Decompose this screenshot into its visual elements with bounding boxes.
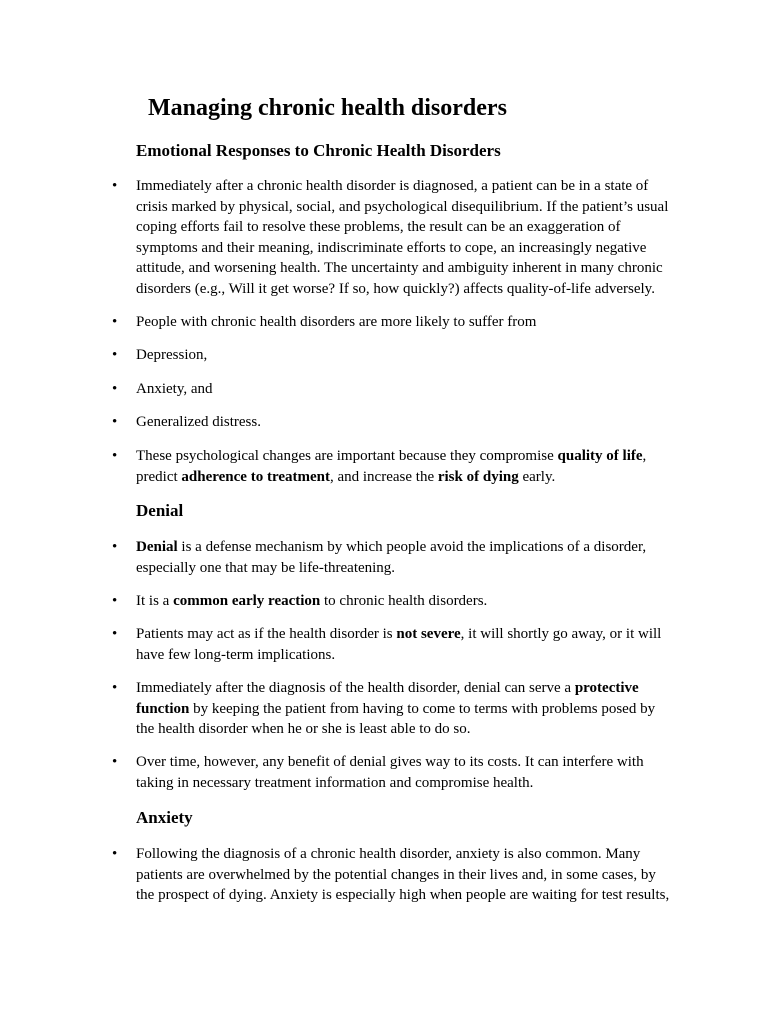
bullet-item bbox=[136, 844, 676, 906]
bullet-item bbox=[136, 446, 676, 487]
bullet-item bbox=[136, 678, 676, 740]
bold-term: adherence to treatment bbox=[181, 468, 330, 485]
text-run: , and increase the bbox=[329, 468, 438, 485]
text-run: is a defense mechanism by which people avoid the implications of a disorder, especially one that may be life-threatening. bbox=[136, 539, 647, 576]
bullet-item bbox=[136, 752, 676, 793]
text-run: Depression, bbox=[136, 347, 208, 363]
bold-term: risk of dying bbox=[437, 468, 519, 485]
bold-term: not severe bbox=[396, 626, 461, 642]
text-run: early. bbox=[518, 468, 556, 485]
bullet-item bbox=[136, 312, 676, 333]
bold-term: Denial bbox=[136, 539, 178, 555]
bullet-item bbox=[136, 176, 676, 299]
text-run: Immediately after a chronic health disorder is diagnosed, a patient can be in a state of crisis marked by physical, social, and psychological disequilibrium. If the patient’s usual coping efforts fail to resolve these problems, the result can be an exaggeration of symptoms and their meaning, indiscriminate efforts to cope, an increasingly negative attitude, and worsening health. The uncertainty and ambiguity inherent in many chronic disorders (e.g., Will it get worse? If so, how quickly?) affects quality-of-life adversely. bbox=[136, 178, 669, 297]
text-run: by keeping the patient from having to come to terms with problems posed by the health disorder when he or she is least able to do so. bbox=[136, 700, 656, 737]
text-run: Anxiety, and bbox=[136, 381, 213, 397]
text-run: Following the diagnosis of a chronic health disorder, anxiety is also common. Many patients are overwhelmed by the potential changes in their lives and, in some cases, by the prospect of dying. Anxiety is especially high when people are waiting for test results, bbox=[136, 846, 670, 903]
text-run: , it will shortly go away, or it will have few long-term implications. bbox=[136, 626, 662, 663]
section-heading-emotional-responses: Emotional Responses to Chronic Health Disorders bbox=[136, 141, 501, 160]
section-heading-denial: Denial bbox=[136, 501, 184, 520]
bold-term: protective function bbox=[136, 680, 639, 717]
text-run: Immediately after the diagnosis of the health disorder, denial can serve a bbox=[136, 680, 575, 696]
bullet-item bbox=[136, 345, 676, 366]
bullet-item bbox=[136, 624, 676, 665]
text-run: Generalized distress. bbox=[136, 414, 261, 430]
bullet-item bbox=[136, 379, 676, 400]
text-run: It is a bbox=[136, 593, 174, 609]
bullet-item bbox=[136, 537, 676, 578]
bullet-item bbox=[136, 412, 676, 433]
text-run: to chronic health disorders. bbox=[320, 593, 488, 609]
section-heading-anxiety: Anxiety bbox=[136, 808, 193, 827]
page-title: Managing chronic health disorders bbox=[148, 95, 507, 121]
bold-term: quality of life bbox=[557, 448, 643, 464]
bold-term: common early reaction bbox=[173, 593, 321, 609]
text-run: , predict bbox=[136, 448, 647, 485]
text-run: These psychological changes are important because they compromise bbox=[136, 448, 558, 464]
bullet-item bbox=[136, 591, 676, 612]
text-run: Patients may act as if the health disorder is bbox=[136, 626, 397, 642]
text-run: People with chronic health disorders are more likely to suffer from bbox=[136, 314, 537, 330]
text-run: Over time, however, any benefit of denial gives way to its costs. It can interfere with taking in necessary treatment information and compromise health. bbox=[136, 754, 644, 791]
